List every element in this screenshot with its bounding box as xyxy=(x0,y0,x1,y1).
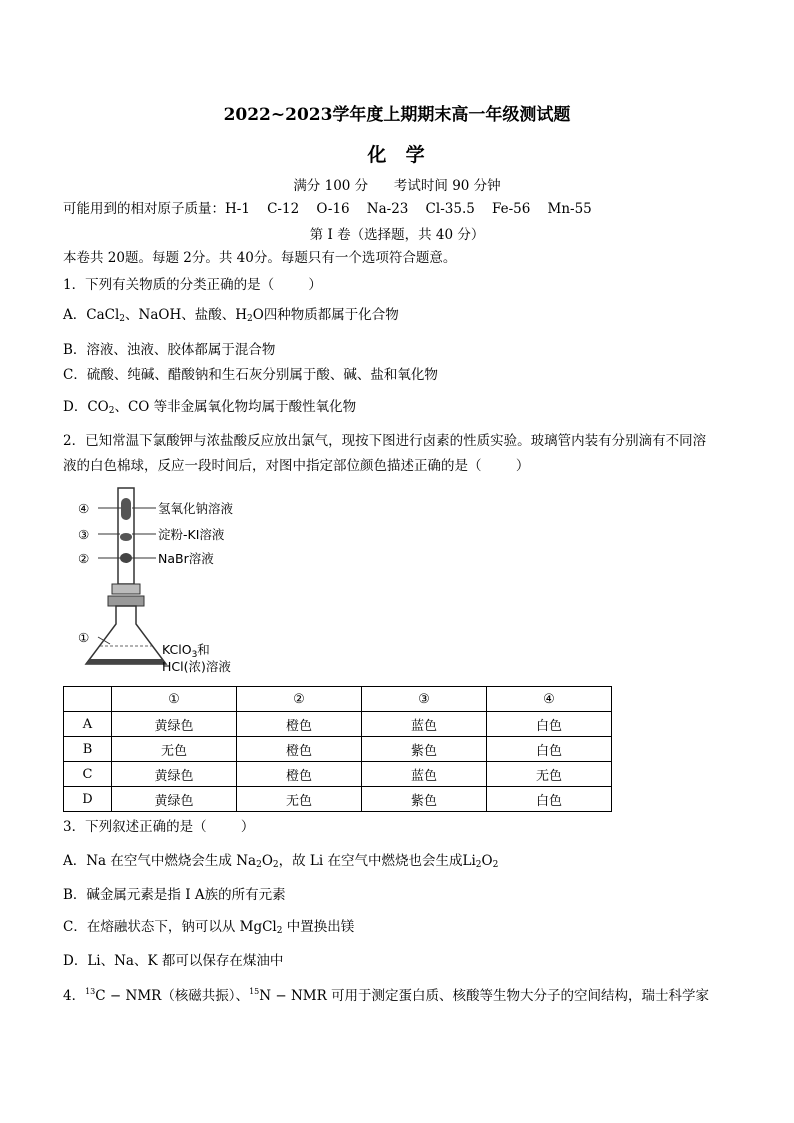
q3-option-b: B．碱金属元素是指 I A族的所有元素 xyxy=(63,887,286,903)
q1-option-a: A．CaCl$_2$、NaOH、盐酸、$H_2O$四种物质都属于化合物 xyxy=(63,307,399,324)
table-header-cell: ③ xyxy=(362,687,487,712)
apparatus-figure xyxy=(70,484,310,682)
mark-1: ① xyxy=(78,630,90,645)
table-header-cell: ① xyxy=(112,687,237,712)
table-cell: 无色 xyxy=(487,762,612,787)
table-cell: 白色 xyxy=(487,787,612,812)
label-naoh-solution: 氢氧化钠溶液 xyxy=(158,501,234,516)
mark-3: ③ xyxy=(78,527,90,542)
q1-option-b: B．溶液、浊液、胶体都属于混合物 xyxy=(63,342,276,358)
stopper-bottom xyxy=(108,596,144,606)
table-cell: 橙色 xyxy=(237,762,362,787)
table-cell: 黄绿色 xyxy=(112,712,237,737)
table-row xyxy=(64,762,612,787)
q1-option-c: C．硫酸、纯碱、醋酸钠和生石灰分别属于酸、碱、盐和氧化物 xyxy=(63,367,438,383)
table-row xyxy=(64,712,612,737)
solution xyxy=(86,659,166,664)
label-nabr-solution: NaBr溶液 xyxy=(158,551,214,566)
q3-option-a: A．Na 在空气中燃烧会生成 $Na_2O_2$，故 Li 在空气中燃烧也会生成$Li_2O_2$ xyxy=(63,853,499,870)
table-cell: 紫色 xyxy=(362,787,487,812)
table-cell: 白色 xyxy=(487,712,612,737)
label-kclo3: KClO$_3$和 xyxy=(162,642,210,660)
cotton-ball-2 xyxy=(120,553,132,563)
q2-answer-table xyxy=(63,686,612,812)
table-cell: 橙色 xyxy=(237,712,362,737)
mark-2: ② xyxy=(78,551,90,566)
cotton-ball-3 xyxy=(120,533,132,541)
table-cell: 无色 xyxy=(112,737,237,762)
table-header-cell: ② xyxy=(237,687,362,712)
q1-stem: 1．下列有关物质的分类正确的是（ ） xyxy=(63,277,322,293)
q3-option-c: C．在熔融状态下，钠可以从 MgCl$_2$ 中置换出镁 xyxy=(63,919,355,936)
table-cell: C xyxy=(64,762,112,787)
table-header-cell: ④ xyxy=(487,687,612,712)
table-cell: 黄绿色 xyxy=(112,762,237,787)
stopper-top xyxy=(112,584,140,594)
table-cell: 白色 xyxy=(487,737,612,762)
cotton-ball-4 xyxy=(121,498,131,520)
conical-flask xyxy=(86,606,166,664)
table-cell: 蓝色 xyxy=(362,712,487,737)
instructions: 本卷共 20题。每题 2分。共 40分。每题只有一个选项符合题意。 xyxy=(63,250,457,266)
table-header-cell xyxy=(64,687,112,712)
table-header-row xyxy=(64,687,612,712)
table-cell: 橙色 xyxy=(237,737,362,762)
table-cell: B xyxy=(64,737,112,762)
q4-stem: 4．$^{13}$C − NMR（核磁共振）、$^{15}$N − NMR 可用于测定蛋白质、核酸等生物大分子的空间结构，瑞士科学家 xyxy=(63,987,710,1004)
table-cell: D xyxy=(64,787,112,812)
table-cell: 无色 xyxy=(237,787,362,812)
atomic-mass-line: 可能用到的相对原子质量：H-1 C-12 O-16 Na-23 Cl-35.5 Fe-56 Mn-55 xyxy=(63,201,592,217)
q2-stem-line2: 液的白色棉球，反应一段时间后，对图中指定部位颜色描述正确的是（ ） xyxy=(63,458,530,474)
mark-4: ④ xyxy=(78,501,90,516)
table-cell: A xyxy=(64,712,112,737)
subject-title: 化 学 xyxy=(367,144,427,166)
table-cell: 蓝色 xyxy=(362,762,487,787)
table-row xyxy=(64,737,612,762)
q3-stem: 3．下列叙述正确的是（ ） xyxy=(63,819,255,835)
table-cell: 紫色 xyxy=(362,737,487,762)
q3-option-d: D．Li、Na、K 都可以保存在煤油中 xyxy=(63,953,284,969)
label-hcl-conc: HCl(浓)溶液 xyxy=(162,659,231,674)
exam-info: 满分 100 分 考试时间 90 分钟 xyxy=(293,178,501,194)
table-row xyxy=(64,787,612,812)
section-heading: 第 I 卷（选择题，共 40 分） xyxy=(309,227,485,243)
exam-title: 2022~2023学年度上期期末高一年级测试题 xyxy=(223,105,571,125)
label-starch-ki-solution: 淀粉-KI溶液 xyxy=(158,527,225,542)
q1-option-d: D．$CO_2$、CO 等非金属氧化物均属于酸性氧化物 xyxy=(63,399,357,416)
table-cell: 黄绿色 xyxy=(112,787,237,812)
q2-stem-line1: 2．已知常温下氯酸钾与浓盐酸反应放出氯气，现按下图进行卤素的性质实验。玻璃管内装有分别滴有不同溶 xyxy=(63,433,707,449)
